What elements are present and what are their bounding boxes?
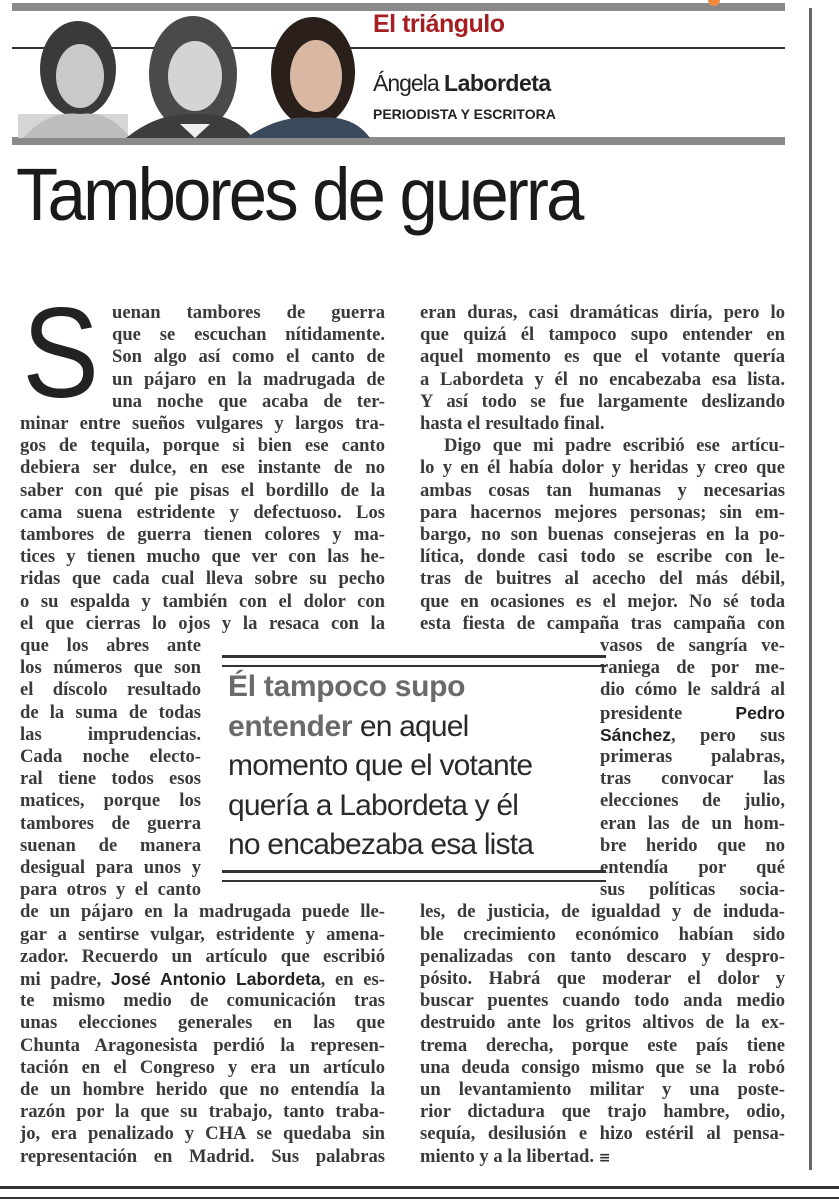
line-text: , pero sus <box>671 724 785 746</box>
text-line <box>420 990 785 1012</box>
line-text: penalizadas con tanto descaro y despro- <box>420 945 785 967</box>
text-line <box>420 546 785 568</box>
text-line <box>20 480 385 502</box>
line-text: tices y tienen mucho que ver con las he- <box>20 546 385 568</box>
text-line <box>420 1079 785 1101</box>
pull-quote-line <box>228 746 532 785</box>
person-name: Pedro <box>735 702 785 723</box>
line-text: sequía, desilusión e hizo estéril al pensa- <box>420 1123 785 1145</box>
author-role: PERIODISTA Y ESCRITORA <box>373 106 556 122</box>
line-text: rior dictadura que trajo hambre, odio, <box>420 1101 785 1123</box>
text-line <box>420 502 785 524</box>
line-text: lo y en él había dolor y heridas y creo que <box>420 457 785 479</box>
line-text: mi padre, <box>20 969 111 990</box>
line-text: ral tiene todos esos <box>20 768 201 790</box>
line-text: uenan tambores de guerra <box>112 302 385 323</box>
text-line <box>20 457 385 479</box>
text-line <box>420 568 785 590</box>
line-text: gar a sentirse vulgar, estridente y amena- <box>20 923 385 945</box>
line-text: te mismo medio de comunicación tras <box>20 990 385 1012</box>
line-text: Digo que mi padre escribió ese artícu- <box>444 435 785 457</box>
text-line <box>20 635 201 657</box>
text-line <box>20 1101 385 1123</box>
text-line <box>420 457 785 479</box>
line-text: un pájaro en la madrugada de <box>112 368 385 390</box>
line-text: unas elecciones generales en las que <box>20 1012 385 1034</box>
text-line <box>420 1101 785 1123</box>
text-line <box>112 369 385 391</box>
text-line <box>20 1012 385 1034</box>
line-text: jo, era penalizado y CHA se quedaba sin <box>20 1123 385 1145</box>
end-mark-icon: ≡ <box>598 1149 611 1166</box>
line-text: ambas cosas tan humanas y necesarias <box>420 479 785 501</box>
line-text: miento y a la libertad. <box>420 1145 599 1167</box>
text-line <box>112 324 385 346</box>
text-line <box>20 835 201 857</box>
line-text: presidente <box>600 702 736 724</box>
text-line <box>420 369 785 391</box>
text-line <box>20 768 201 790</box>
text-line <box>112 391 385 413</box>
line-text: bargo, no son buenas consejeras en la po- <box>420 524 785 545</box>
text-line <box>600 768 785 790</box>
text-line <box>420 302 785 324</box>
section-title: El triángulo <box>373 10 505 38</box>
text-line <box>420 613 785 635</box>
line-text: tación en el Congreso y era un artículo <box>20 1056 385 1078</box>
text-line <box>20 990 385 1012</box>
line-text: lítica, donde casi todo se escribe con le- <box>420 546 785 568</box>
pull-quote-text: momento que el votante <box>228 749 533 782</box>
line-text: de un hombre herido que no entendía la <box>20 1079 385 1100</box>
line-text: les, de justicia, de igualdad y de induda- <box>420 901 785 923</box>
bottom-rule <box>0 1186 839 1199</box>
header-bottom-rule <box>12 137 785 145</box>
line-text: dio cómo le saldrá al <box>600 679 785 701</box>
text-line <box>420 946 785 968</box>
line-text: trema derecha, porque este país tiene <box>420 1034 785 1056</box>
text-line <box>600 879 785 901</box>
pull-quote-text: en aquel <box>352 709 469 743</box>
line-text: el que cierras lo ojos y la resaca con la <box>20 612 385 634</box>
text-line <box>420 1146 785 1168</box>
line-text: suenan de manera <box>20 834 201 856</box>
line-text: para otros y el canto <box>20 879 201 901</box>
line-text: sus políticas socia- <box>600 879 785 901</box>
text-line <box>420 1123 785 1145</box>
author-photo-3 <box>246 17 370 138</box>
text-line <box>112 302 385 324</box>
text-line <box>420 480 785 502</box>
line-text: , en es- <box>320 969 385 990</box>
text-line <box>420 346 785 368</box>
line-text: gos de tequila, porque si bien ese canto <box>20 435 385 457</box>
line-text: que se escuchan nítidamente. <box>112 324 385 346</box>
person-name: Sánchez <box>600 724 671 745</box>
line-text: de la suma de todas <box>20 701 201 723</box>
text-line <box>20 524 385 546</box>
text-line <box>420 524 785 546</box>
pull-quote-line <box>228 825 533 864</box>
text-line <box>420 413 785 435</box>
line-text: hasta el resultado final. <box>420 413 605 434</box>
line-text: cama suena estridente y defectuoso. Los <box>20 501 385 523</box>
line-text: esta fiesta de campaña tras campaña con <box>420 612 785 634</box>
line-text: desigual para unos y <box>20 857 201 878</box>
text-line <box>600 679 785 701</box>
text-line <box>420 924 785 946</box>
text-line <box>420 968 785 990</box>
line-text: minar entre sueños vulgares y largos tra- <box>20 413 385 434</box>
text-line <box>420 901 785 923</box>
text-line <box>20 1057 385 1079</box>
text-line <box>20 1123 385 1145</box>
text-line <box>600 724 785 746</box>
line-text: un levantamiento militar y una poste- <box>420 1079 785 1100</box>
text-line <box>20 546 385 568</box>
text-line <box>420 1012 785 1034</box>
text-line <box>600 790 785 812</box>
line-text: primeras palabras, <box>600 746 785 767</box>
text-line <box>600 835 785 857</box>
line-text: saber con qué pie pisas el bordillo de la <box>20 479 385 501</box>
text-line <box>444 435 785 457</box>
pull-quote-top-rule <box>222 655 606 667</box>
text-line <box>20 968 385 990</box>
text-line <box>600 635 785 657</box>
text-line <box>112 346 385 368</box>
line-text: una deuda consigo mismo que se la robó <box>420 1056 785 1078</box>
line-text: las imprudencias. <box>20 723 201 745</box>
text-line <box>20 413 385 435</box>
pull-quote-line <box>228 667 465 706</box>
author-name <box>373 70 551 97</box>
text-line <box>20 1079 385 1101</box>
text-line <box>420 1057 785 1079</box>
author-photos <box>18 14 373 138</box>
text-line <box>600 813 785 835</box>
line-text: una noche que acaba de ter- <box>112 390 385 412</box>
line-text: elecciones de julio, <box>600 790 785 812</box>
text-line <box>20 813 201 835</box>
line-text: eran las de un hom- <box>600 812 785 834</box>
pull-quote-text: no encabezaba esa lista <box>228 828 534 861</box>
line-text: de un pájaro en la madrugada puede lle- <box>20 901 385 923</box>
line-text: ble crecimiento económico habían sido <box>420 923 785 945</box>
text-line <box>20 724 201 746</box>
line-text: tambores de guerra tienen colores y ma- <box>20 524 385 545</box>
line-text: vasos de sangría ve- <box>600 635 785 656</box>
line-text: tras de buitres al acecho del más débil, <box>420 568 785 590</box>
line-text: para hacernos mejores personas; sin em- <box>420 501 785 523</box>
line-text: que quizá él tampoco supo entender en <box>420 324 785 346</box>
text-line <box>20 613 385 635</box>
line-text: Chunta Aragonesista perdió la represen- <box>20 1034 385 1056</box>
line-text: buscar puentes cuando todo anda medio <box>420 990 785 1012</box>
text-line <box>420 591 785 613</box>
line-text: destruido ante los gritos altivos de la ex- <box>420 1012 785 1034</box>
text-line <box>600 746 785 768</box>
text-line <box>20 435 385 457</box>
line-text: que en ocasiones es el mejor. No sé toda <box>420 590 785 612</box>
author-photo-1 <box>18 21 130 138</box>
text-line <box>20 679 201 701</box>
line-text: ridas que cada cual lleva sobre su pecho <box>20 568 385 590</box>
text-line <box>20 568 385 590</box>
line-text: debiera ser dulce, en ese instante de no <box>20 457 385 479</box>
line-text: raniega de por me- <box>600 657 785 679</box>
pull-quote-text: quería a Labordeta y él <box>228 788 519 822</box>
text-line <box>600 657 785 679</box>
author-last-name: Labordeta <box>444 70 551 96</box>
text-line <box>20 946 385 968</box>
column-divider <box>809 8 812 1170</box>
line-text: o su espalda y también con el dolor con <box>20 590 385 612</box>
line-text: tambores de guerra <box>20 812 201 834</box>
line-text: el díscolo resultado <box>20 679 201 701</box>
author-first-name: Ángela <box>373 70 439 96</box>
line-text: Cada noche electo- <box>20 746 201 767</box>
text-line <box>420 1035 785 1057</box>
line-text: pósito. Habrá que moderar el dolor y <box>420 968 785 989</box>
line-text: eran duras, casi dramáticas diría, pero lo <box>420 302 785 323</box>
text-line <box>420 391 785 413</box>
pull-quote-line <box>228 786 518 825</box>
article-title: Tambores de guerra <box>16 153 582 236</box>
line-text: matices, porque los <box>20 790 201 812</box>
text-line <box>20 591 385 613</box>
author-photo-2 <box>126 16 253 138</box>
pull-quote-emphasis: Él tampoco supo <box>228 670 466 703</box>
line-text: razón por la que su trabajo, tanto traba- <box>20 1101 385 1123</box>
line-text: entendía por qué <box>600 857 785 878</box>
line-text: Son algo así como el canto de <box>112 346 385 368</box>
text-line <box>20 1035 385 1057</box>
line-text: a Labordeta y él no encabezaba esa lista. <box>420 368 785 390</box>
text-line <box>20 1146 385 1168</box>
line-text: los números que son <box>20 657 201 679</box>
line-text: bre herido que no <box>600 834 785 856</box>
text-line <box>600 702 785 724</box>
pull-quote-bottom-rule <box>222 870 606 882</box>
line-text: aquel momento es que el votante quería <box>420 346 785 368</box>
text-line <box>20 901 385 923</box>
pull-quote-line <box>228 707 469 746</box>
drop-cap: S <box>22 282 100 425</box>
line-text: representación en Madrid. Sus palabras <box>20 1145 385 1167</box>
text-line <box>20 924 385 946</box>
line-text: tras convocar las <box>600 768 785 790</box>
line-text: Y así todo se fue largamente deslizando <box>420 390 785 412</box>
text-line <box>20 879 201 901</box>
text-line <box>20 746 201 768</box>
text-line <box>600 857 785 879</box>
pull-quote-emphasis: entender <box>228 709 353 743</box>
line-text: que los abres ante <box>20 635 201 656</box>
text-line <box>20 657 201 679</box>
person-name: José Antonio Labordeta <box>110 969 321 989</box>
text-line <box>20 790 201 812</box>
text-line <box>420 324 785 346</box>
text-line <box>20 502 385 524</box>
line-text: zador. Recuerdo un artículo que escribió <box>20 945 385 967</box>
text-line <box>20 857 201 879</box>
text-line <box>20 702 201 724</box>
